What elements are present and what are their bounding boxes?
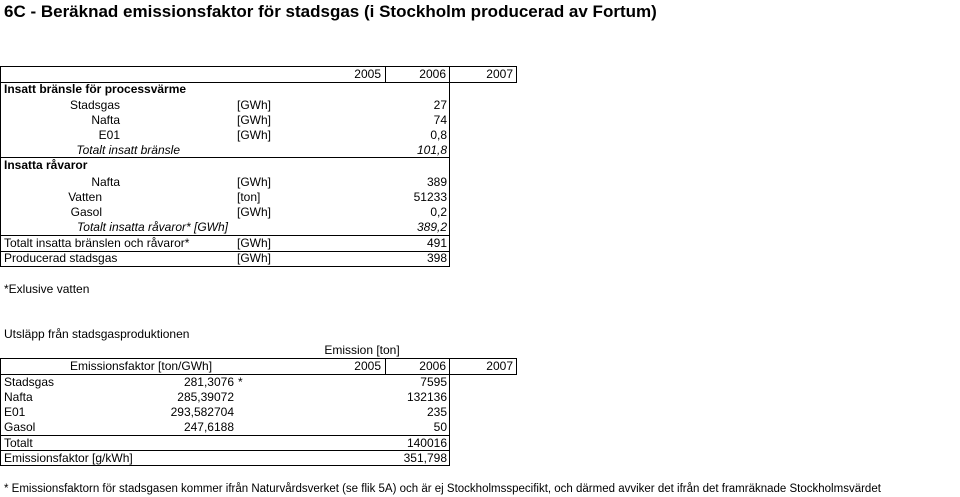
produced-gas-unit: [GWh] bbox=[237, 251, 272, 265]
row-unit: [GWh] bbox=[237, 128, 272, 142]
total-fuel-value: 101,8 bbox=[416, 143, 447, 157]
factor-header: Emissionsfaktor [ton/GWh] bbox=[70, 359, 213, 373]
produced-gas-value: 398 bbox=[426, 251, 447, 265]
page-title: 6C - Beräknad emissionsfaktor för stadsgas (i Stockholm producerad av Fortum) bbox=[4, 2, 657, 21]
year-header-2006: 2006 bbox=[419, 359, 446, 373]
emission-row-mark: * bbox=[238, 375, 243, 389]
total-raw-value: 389,2 bbox=[416, 220, 447, 234]
total-fuel-label: Totalt insatt bränsle bbox=[76, 143, 180, 157]
emission-factor-value: 351,798 bbox=[403, 451, 447, 465]
emission-row-2006: 235 bbox=[426, 405, 447, 419]
footnote: * Emissionsfaktorn för stadsgasen kommer ifrån Naturvårdsverket (se flik 5A) och är ej Stockholmsspecifikt, och därmed avviker det ifrån det framräknade Stockholmsvärdet bbox=[4, 483, 881, 495]
row-value-2006: 0,8 bbox=[430, 128, 447, 142]
row-unit: [ton] bbox=[237, 190, 261, 204]
total-raw-label: Totalt insatta råvaror* [GWh] bbox=[77, 220, 228, 234]
produced-gas-label: Producerad stadsgas bbox=[4, 251, 118, 265]
emission-total-label: Totalt bbox=[4, 436, 33, 450]
row-value-2006: 389 bbox=[426, 175, 447, 189]
emission-row-factor: 247,6188 bbox=[183, 420, 234, 434]
year-header-2007: 2007 bbox=[486, 67, 513, 81]
emission-row-label: E01 bbox=[4, 405, 26, 419]
grand-total-value: 491 bbox=[426, 236, 447, 250]
row-value-2006: 51233 bbox=[413, 190, 447, 204]
row-unit: [GWh] bbox=[237, 113, 272, 127]
emission-row-label: Gasol bbox=[4, 420, 36, 434]
row-label: Stadsgas bbox=[69, 98, 120, 112]
year-header-2005: 2005 bbox=[354, 359, 381, 373]
row-unit: [GWh] bbox=[237, 175, 272, 189]
section-heading-raw: Insatta råvaror bbox=[4, 158, 88, 172]
row-value-2006: 74 bbox=[433, 113, 447, 127]
emission-total-value: 140016 bbox=[406, 436, 447, 450]
emission-row-factor: 281,3076 bbox=[183, 375, 234, 389]
row-label: E01 bbox=[98, 128, 120, 142]
emission-row-factor: 293,582704 bbox=[170, 405, 234, 419]
row-label: Nafta bbox=[91, 175, 120, 189]
year-header-2005: 2005 bbox=[354, 67, 381, 81]
emission-row-label: Stadsgas bbox=[4, 375, 55, 389]
year-header-2007: 2007 bbox=[486, 359, 513, 373]
water-note: *Exlusive vatten bbox=[4, 282, 90, 296]
row-label: Nafta bbox=[91, 113, 120, 127]
emissions-caption: Utsläpp från stadsgasproduktionen bbox=[4, 327, 190, 341]
emission-row-label: Nafta bbox=[4, 390, 33, 404]
year-header-2006: 2006 bbox=[419, 67, 446, 81]
emission-row-factor: 285,39072 bbox=[177, 390, 234, 404]
grand-total-label: Totalt insatta bränslen och råvaror* bbox=[4, 236, 190, 250]
row-unit: [GWh] bbox=[237, 98, 272, 112]
grand-total-unit: [GWh] bbox=[237, 236, 272, 250]
row-value-2006: 27 bbox=[433, 98, 447, 112]
row-value-2006: 0,2 bbox=[430, 205, 447, 219]
emission-factor-label: Emissionsfaktor [g/kWh] bbox=[4, 451, 133, 465]
emission-row-2006: 50 bbox=[433, 420, 447, 434]
emission-header: Emission [ton] bbox=[324, 343, 400, 357]
emission-row-2006: 7595 bbox=[420, 375, 447, 389]
section-heading-fuel: Insatt bränsle för processvärme bbox=[4, 82, 187, 96]
row-unit: [GWh] bbox=[237, 205, 272, 219]
emission-row-2006: 132136 bbox=[406, 390, 447, 404]
row-label: Vatten bbox=[68, 190, 102, 204]
row-label: Gasol bbox=[70, 205, 102, 219]
